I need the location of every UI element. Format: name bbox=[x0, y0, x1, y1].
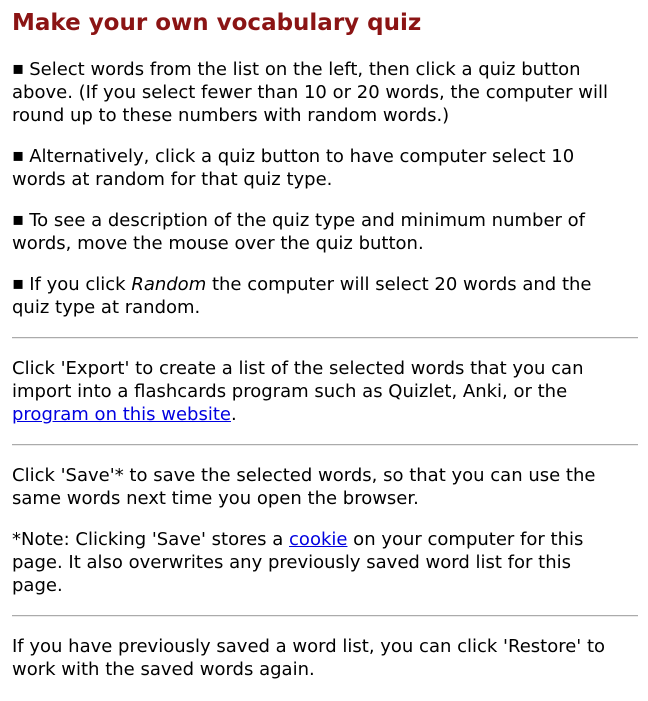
export-instructions bbox=[12, 357, 612, 426]
square-bullet-icon: ▪ bbox=[12, 145, 25, 166]
square-bullet-icon: ▪ bbox=[12, 209, 25, 230]
text-segment: Click 'Export' to create a list of the selected words that you can import into a flashcards program such as Quizlet, Anki, or the bbox=[12, 358, 584, 402]
divider bbox=[12, 337, 638, 339]
cookie-link[interactable]: cookie bbox=[289, 529, 348, 550]
text-segment: . bbox=[231, 404, 237, 425]
page-title: Make your own vocabulary quiz bbox=[12, 10, 422, 36]
divider bbox=[12, 444, 638, 446]
square-bullet-icon: ▪ bbox=[12, 273, 25, 294]
text-segment: on your computer for this page. It also overwrites any previously saved word list for this page. bbox=[12, 529, 584, 596]
instruction-tooltip-hint bbox=[12, 209, 612, 255]
random-emphasis: Random bbox=[131, 274, 207, 295]
instruction-select-words bbox=[12, 58, 612, 127]
square-bullet-icon: ▪ bbox=[12, 58, 25, 79]
save-instructions: Click 'Save'* to save the selected words, so that you can use the same words next time you open the browser. bbox=[12, 465, 596, 509]
instruction-random-button bbox=[12, 273, 612, 319]
text-segment: To see a description of the quiz type and minimum number of words, move the mouse over the quiz button. bbox=[12, 210, 585, 254]
restore-instructions: If you have previously saved a word list, you can click 'Restore' to work with the saved words again. bbox=[12, 636, 606, 680]
text-segment: *Note: Clicking 'Save' stores a bbox=[12, 529, 290, 550]
text-segment: Alternatively, click a quiz button to have computer select 10 words at random for that quiz type. bbox=[12, 146, 575, 190]
text-segment: Select words from the list on the left, then click a quiz button above. (If you select fewer than 10 or 20 words, the computer will round up to these numbers with random words.) bbox=[12, 59, 608, 126]
divider bbox=[12, 615, 638, 617]
program-on-this-website-link[interactable]: program on this website bbox=[12, 404, 231, 425]
save-note bbox=[12, 528, 612, 597]
instruction-random-select bbox=[12, 145, 612, 191]
text-segment: the computer will select 20 words and the quiz type at random. bbox=[12, 274, 592, 318]
text-segment: If you click bbox=[29, 274, 132, 295]
